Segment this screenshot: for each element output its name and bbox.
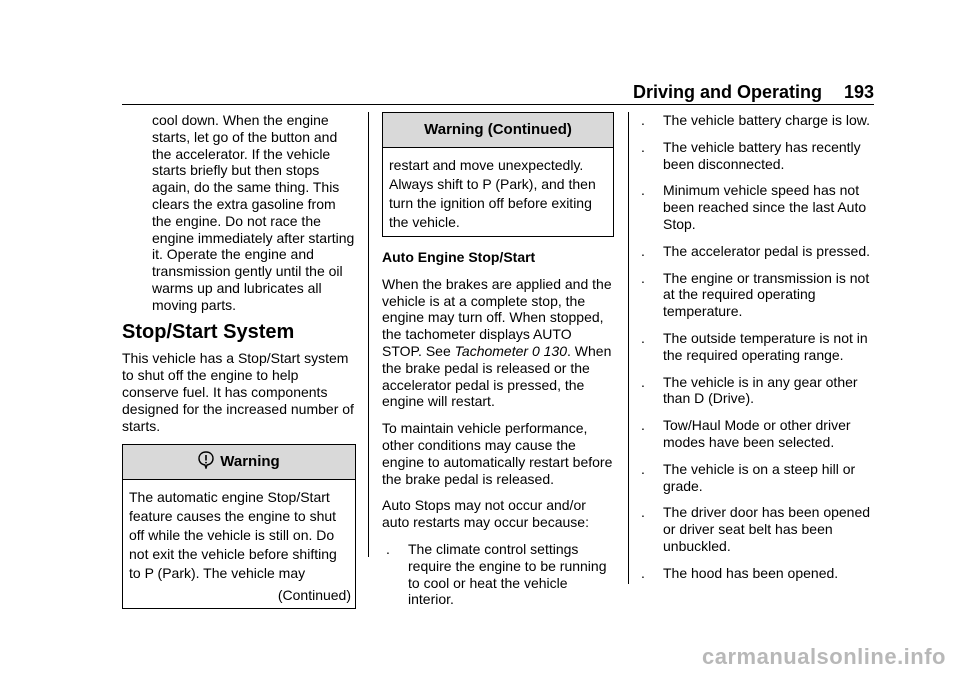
- watermark: carmanualsonline.info: [702, 644, 946, 669]
- list-item: . The climate control settings require the engine to be running to cool or heat the vehicle interior.: [386, 540, 607, 608]
- column-left: [122, 112, 356, 621]
- bullet-marker: .: [641, 182, 645, 199]
- performance-paragraph: To maintain vehicle performance, other conditions may cause the engine to automatically restart before the brake pedal is released.: [382, 420, 613, 487]
- section-heading: Stop/Start System: [122, 320, 295, 343]
- auto-stop-text: When the brakes are applied and the vehicle is at a complete stop, the engine may turn off. When stopped, the tachometer displays AUTO STOP. See: [382, 275, 612, 359]
- warning-text: The automatic engine Stop/Start feature causes the engine to shut off while the vehicle is still on. Do not exit the vehicle before shifting to P (Park). The vehicle may: [129, 489, 337, 582]
- warning-header: [123, 445, 355, 480]
- column-divider: [368, 112, 369, 557]
- list-item: . The outside temperature is not in the required operating range.: [641, 329, 868, 363]
- column-middle: [382, 112, 614, 618]
- auto-stop-tail: . When the brake pedal is released or the accelerator pedal is pressed, the engine will restart.: [382, 342, 612, 410]
- continued-paragraph: cool down. When the engine starts, let go of the button and the accelerator. If the vehicle starts briefly but then stops again, do the same thing. This clears the extra gasoline from the engine. Do not race the engine immediately after starting it. Operate the engine and transmission gently until the oil warms up and lubricates all moving parts.: [152, 112, 355, 313]
- list-item: . The hood has been opened.: [641, 564, 839, 581]
- list-item: . The vehicle battery charge is low.: [641, 112, 870, 128]
- warning-continued-box: [382, 112, 614, 237]
- continued-label: (Continued): [277, 587, 351, 604]
- intro-paragraph: This vehicle has a Stop/Start system to shut off the engine to help conserve fuel. It has components designed for the increased number of starts.: [122, 350, 354, 434]
- page-number: 193: [843, 82, 874, 102]
- bullet-marker: .: [386, 540, 390, 557]
- reference-page: 130: [543, 342, 567, 359]
- warning-box: [122, 444, 356, 609]
- column-right: [637, 112, 877, 592]
- bullet-marker: .: [641, 242, 645, 259]
- list-item: . Minimum vehicle speed has not been reached since the last Auto Stop.: [641, 182, 867, 232]
- section-title: Driving and Operating: [632, 82, 822, 102]
- reference-symbol: 0: [531, 342, 540, 359]
- bullet-marker: .: [641, 329, 645, 346]
- bullet-marker: .: [641, 138, 645, 155]
- bullet-marker: .: [641, 269, 645, 286]
- page-header: [122, 78, 874, 105]
- warning-icon: [198, 451, 214, 469]
- list-item: . The vehicle battery has recently been disconnected.: [641, 138, 861, 172]
- bullet-marker: .: [641, 460, 645, 477]
- reference-link[interactable]: [455, 343, 567, 359]
- list-item: . Tow/Haul Mode or other driver modes have been selected.: [641, 417, 851, 450]
- subheading: Auto Engine Stop/Start: [382, 249, 536, 265]
- list-item: . The vehicle is in any gear other than D (Drive).: [641, 373, 858, 407]
- column-divider: [628, 112, 629, 584]
- conditions-paragraph: Auto Stops may not occur and/or auto restarts may occur because:: [382, 497, 589, 531]
- bullet-marker: .: [641, 373, 645, 390]
- list-item: . The engine or transmission is not at the required operating temperature.: [641, 269, 870, 320]
- bullet-marker: .: [641, 504, 645, 521]
- bullet-marker: .: [641, 112, 645, 128]
- warning-continued-header: Warning (Continued): [383, 113, 613, 148]
- warning-title: Warning: [220, 453, 280, 471]
- conditions-list-right: [637, 112, 877, 582]
- reference-title: Tachometer: [454, 342, 529, 359]
- list-item: . The vehicle is on a steep hill or grade.: [641, 460, 856, 494]
- auto-stop-paragraph: [382, 276, 614, 410]
- warning-continued-text: restart and move unexpectedly. Always shift to P (Park), and then turn the ignition off before exiting the vehicle.: [389, 157, 596, 230]
- list-item: . The accelerator pedal is pressed.: [641, 242, 870, 259]
- bullet-marker: .: [641, 564, 645, 581]
- bullet-marker: .: [641, 417, 645, 434]
- conditions-list-middle: [382, 541, 614, 608]
- warning-body: [123, 480, 355, 587]
- list-item: . The driver door has been opened or driver seat belt has been unbuckled.: [641, 504, 871, 554]
- warning-continued-body: [383, 148, 613, 236]
